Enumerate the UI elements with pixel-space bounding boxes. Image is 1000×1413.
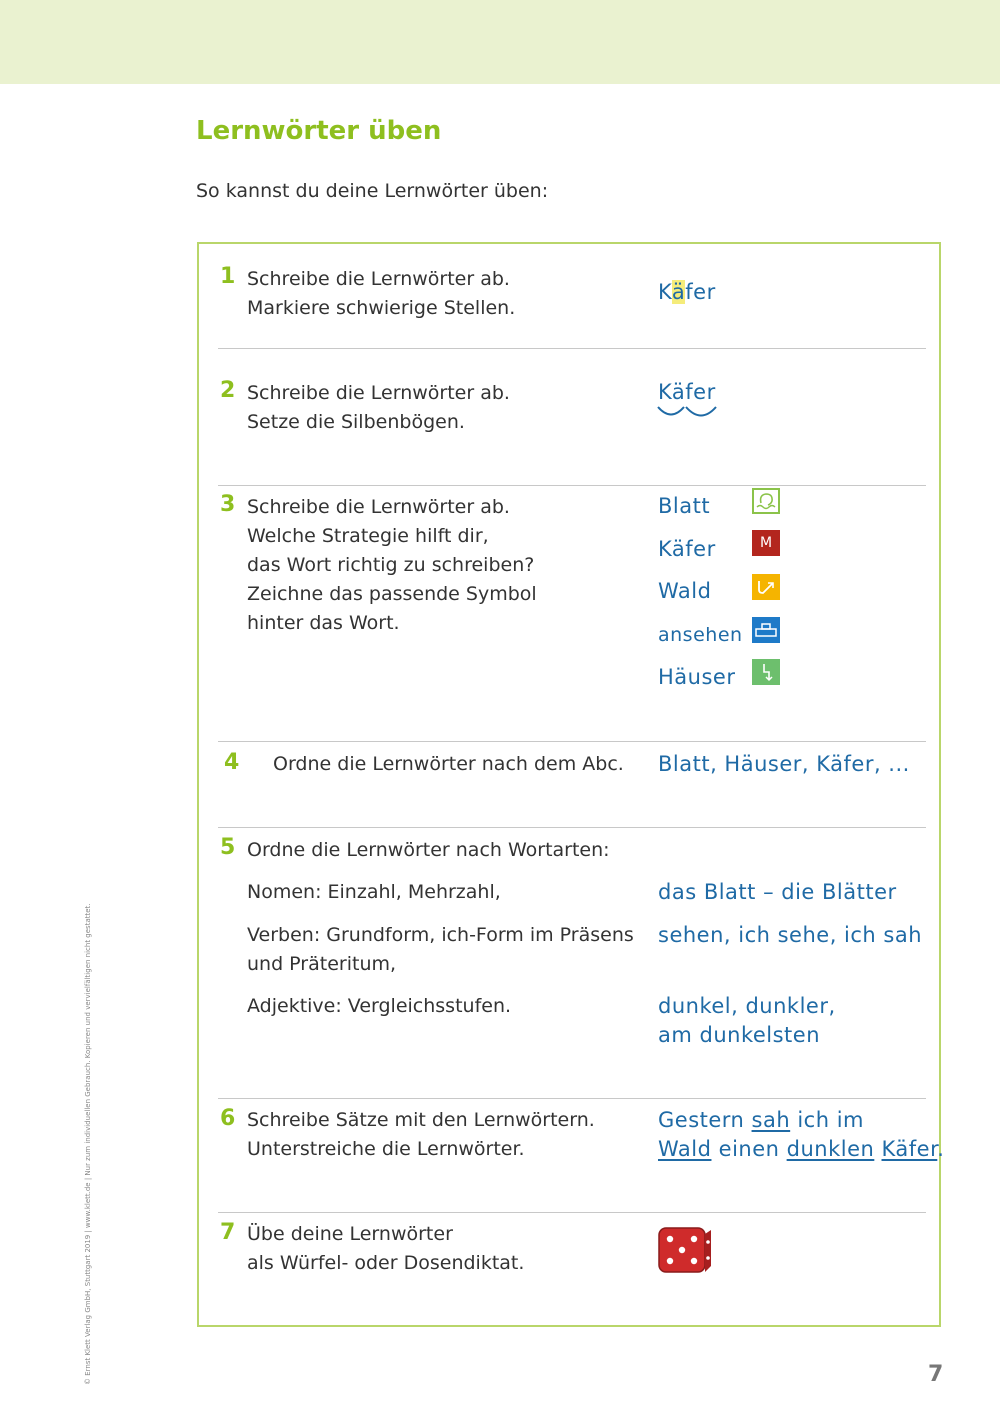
step-number: 4 — [224, 750, 240, 775]
step-number: 7 — [220, 1220, 236, 1245]
header-band — [0, 0, 1000, 84]
word-kaefer: Käfer — [658, 537, 716, 561]
step-number: 5 — [220, 835, 236, 860]
step-number: 1 — [220, 264, 236, 289]
separator — [218, 741, 926, 742]
step-instruction: Übe deine Lernwörter als Würfel- oder Dosendiktat. — [247, 1223, 525, 1274]
dice-icon — [656, 1224, 714, 1276]
page-title: Lernwörter üben — [196, 116, 442, 146]
step-number: 2 — [220, 378, 236, 403]
step-instruction: Schreibe Sätze mit den Lernwörtern. Unterstreiche die Lernwörter. — [247, 1109, 595, 1160]
sub-instruction-verben: Verben: Grundform, ich-Form im Präsens und Präteritum, — [247, 924, 634, 975]
sub-instruction-adjektive: Adjektive: Vergleichsstufen. — [247, 995, 512, 1017]
step-number: 6 — [220, 1106, 236, 1131]
step-instruction: Schreibe die Lernwörter ab. Welche Strategie hilft dir, das Wort richtig zu schreiben? Zeichne das passende Symbol hinter das Wort. — [247, 496, 537, 634]
separator — [218, 348, 926, 349]
separator — [218, 1212, 926, 1213]
word-ansehen: ansehen — [658, 624, 743, 646]
copyright-notice: © Ernst Klett Verlag GmbH, Stuttgart 2019 | www.klett.de | Nur zum individuellen Gebrauch. Kopieren und vervielfältigen nicht gestattet. — [84, 903, 92, 1385]
m-icon: M — [752, 530, 780, 556]
page-number: 7 — [928, 1362, 944, 1387]
example-nomen: das Blatt – die Blätter — [658, 880, 897, 904]
step-instruction: Ordne die Lernwörter nach Wortarten: — [247, 839, 610, 861]
word-haeuser: Häuser — [658, 665, 736, 689]
example-adjektive: dunkel, dunkler, am dunkelsten — [658, 994, 836, 1047]
syllable-arcs-icon — [656, 404, 720, 422]
example-verben: sehen, ich sehe, ich sah — [658, 923, 923, 947]
arrow-icon — [752, 574, 780, 600]
lightning-icon — [752, 659, 780, 685]
step-example: Blatt, Häuser, Käfer, ... — [658, 752, 910, 776]
step-instruction: Ordne die Lernwörter nach dem Abc. — [273, 753, 624, 775]
intro-text: So kannst du deine Lernwörter üben: — [196, 180, 549, 202]
separator — [218, 1098, 926, 1099]
word-blatt: Blatt — [658, 494, 711, 518]
building-blocks-icon — [752, 617, 780, 643]
step-example: Käfer — [658, 280, 716, 304]
step-example: Käfer — [658, 380, 716, 404]
separator — [218, 485, 926, 486]
step-instruction: Schreibe die Lernwörter ab. Markiere schwierige Stellen. — [247, 268, 516, 319]
word-wald: Wald — [658, 579, 712, 603]
highlighted-letter: ä — [671, 280, 686, 304]
step-number: 3 — [220, 492, 236, 517]
example-sentence: Gestern sah ich im Wald einen dunklen Käfer. — [658, 1108, 945, 1161]
sub-instruction-nomen: Nomen: Einzahl, Mehrzahl, — [247, 881, 501, 903]
separator — [218, 827, 926, 828]
step-instruction: Schreibe die Lernwörter ab. Setze die Silbenbögen. — [247, 382, 510, 433]
ear-icon — [752, 488, 780, 514]
